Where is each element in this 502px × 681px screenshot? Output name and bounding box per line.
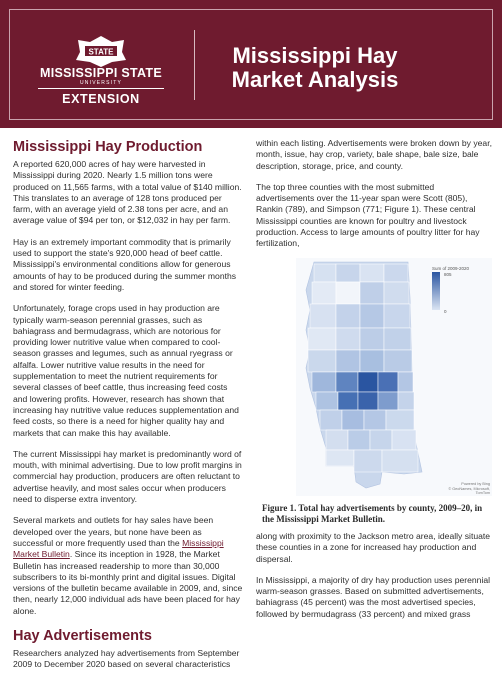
- paragraph: In Mississippi, a majority of dry hay production uses perennial warm-season grasses. Based on submitted advertisements, bahiagrass (45 percent) was the most advertised species, followed by bermudagrass (33 percent) and mixed grass: [256, 574, 491, 619]
- right-column-top: [256, 138, 494, 260]
- map-credit-line-1: Powered by Bing: [461, 482, 490, 486]
- msu-extension-logo[interactable]: [26, 10, 176, 114]
- legend-title: Sum of 2009-2020: [432, 266, 470, 271]
- logo-name: MISSISSIPPI STATE: [39, 66, 163, 80]
- banner-divider: [194, 30, 195, 100]
- paragraph: within each listing. Advertisements were broken down by year, month, issue, hay crop, variety, bale shape, bale size, bale description, storage, price, and county.: [256, 138, 492, 171]
- legend-min-value: 0: [444, 309, 447, 314]
- paragraph: The top three counties with the most submitted advertisements over the 11-year span were Scott (805), Rankin (789), and Simpson (771; Figure 1). These central Mississippi counties are known for poultry and livestock production. Access to large amounts of poultry litter for hay fertilization,: [256, 181, 480, 249]
- mississippi-map: [296, 258, 492, 496]
- title-line-2: Market Analysis: [231, 67, 399, 92]
- figure-caption: Figure 1. Total hay advertisements by county, 2009–20, in the Mississippi Market Bulletin.: [262, 503, 483, 524]
- legend-gradient: [432, 272, 440, 310]
- paragraph: The current Mississippi hay market is predominantly word of mouth, with minimal advertising. Due to low profit margins in commercial hay production, producers are often reluctant to advertise heavily, and most sales occur when producers need to disperse extra inventory.: [13, 448, 242, 505]
- paragraph: Unfortunately, forage crops used in hay production are typically warm-season perennial grasses, such as bahiagrass and bermudagrass, which are notorious for providing lower nutritive value when compared to cool-season grasses and legumes, such as annual ryegrass or alfalfa. Lower nutritive value results in the need for supplementation to meet the nutrient requirements for several classes of beef cattle, thus increasing feed costs and lowering profits. However, research has shown that increasing hay nutritive value reduces supplementation and feed costs, so there is a need for higher quality hay and markets that can make this hay available.: [13, 303, 239, 438]
- section-heading-advertisements: Hay Advertisements: [13, 627, 152, 644]
- south-counties: [320, 410, 418, 472]
- paragraph: along with proximity to the Jackson metro area, ideally situate these counties in a zone for increased hay production and dispersal.: [256, 531, 491, 564]
- text-span: Several markets and outlets for hay sales have been developed over the years, but none have been as successful or more frequently used than the: [13, 515, 214, 548]
- paragraph: Researchers analyzed hay advertisements from September 2009 to December 2020 based on several characteristics: [13, 647, 240, 670]
- svg-text:STATE: STATE: [88, 47, 114, 57]
- market-bulletin-link[interactable]: Mississippi Market Bulletin: [13, 537, 224, 560]
- left-column: [13, 138, 243, 681]
- right-column-bottom: [256, 531, 494, 630]
- central-counties: [308, 350, 414, 410]
- header-banner: [0, 0, 502, 128]
- paragraph: A reported 620,000 acres of hay were harvested in Mississippi during 2020. Nearly 1.5 million tons were produced on 11,565 farms, with a total value of $140 million. This translates to an average of 128 tons produced per farm, with an average yield of 2.38 tons per acre, and an average value of $94 per ton, or $12,032 in hay per farm.: [13, 159, 242, 226]
- msu-state-icon: [74, 34, 128, 68]
- title-line-1: Mississippi Hay: [232, 43, 398, 68]
- paragraph: Hay is an extremely important commodity that is primarily used to support the state's 920,000 head of beef cattle. Mississippi's environmental conditions allow for generous amounts of hay to be produced during the summer months and stored for winter feeding.: [13, 236, 237, 292]
- north-counties: [308, 264, 411, 350]
- county-map-figure: [296, 258, 492, 496]
- map-credit-line-2: © GeoNames, Microsoft, TomTom: [448, 486, 490, 496]
- logo-divider: [38, 88, 164, 89]
- logo-university: UNIVERSITY: [79, 80, 122, 86]
- legend-max-value: 805: [444, 272, 452, 277]
- text-span: . Since its inception in 1928, the Market Bulletin has increased readership to more than 30,000 subscribers to its bi-monthly print and digital issues. Digital versions of the bulletin became available in 2009, and, since then, nearly 12,000 individual ads have been placed for hay alone.: [13, 549, 243, 616]
- logo-extension: EXTENSION: [62, 92, 140, 106]
- page-title: [205, 44, 425, 92]
- section-heading-production: Mississippi Hay Production: [13, 139, 203, 155]
- map-credit: [442, 482, 490, 496]
- paragraph-market-bulletin: [13, 515, 243, 617]
